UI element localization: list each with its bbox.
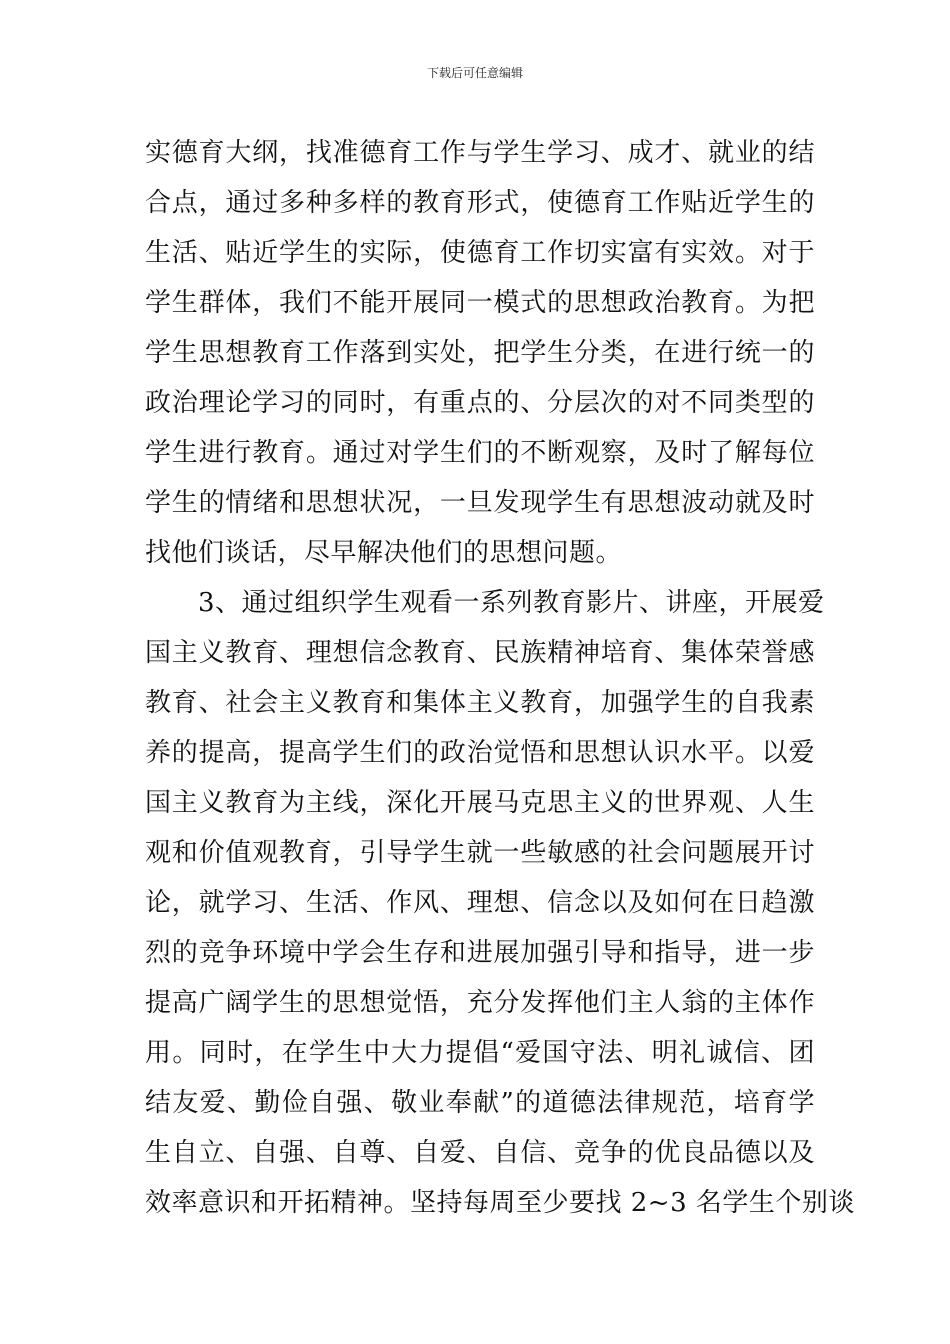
text-line: 用。同时，在学生中大力提倡“爱国守法、明礼诚信、团	[145, 1038, 815, 1068]
page-header-note: 下载后可任意编辑	[426, 66, 523, 80]
text-line: 学生群体，我们不能开展同一模式的思想政治教育。为把	[145, 288, 815, 318]
text-line: 实德育大纲，找准德育工作与学生学习、成才、就业的结	[145, 138, 815, 168]
text-line: 论，就学习、生活、作风、理想、信念以及如何在日趋激	[145, 888, 815, 918]
text-line: 合点，通过多种多样的教育形式，使德育工作贴近学生的	[145, 188, 815, 218]
text-line: 结友爱、勤俭自强、敬业奉献”的道德法律规范，培育学	[145, 1088, 815, 1118]
text-line: 烈的竞争环境中学会生存和进展加强引导和指导，进一步	[145, 938, 815, 968]
text-line: 生自立、自强、自尊、自爱、自信、竞争的优良品德以及	[145, 1138, 815, 1168]
text-line: 国主义教育为主线，深化开展马克思主义的世界观、人生	[145, 788, 815, 818]
text-line: 养的提高，提高学生们的政治觉悟和思想认识水平。以爱	[145, 738, 815, 768]
text-line: 学生的情绪和思想状况，一旦发现学生有思想波动就及时	[145, 488, 815, 518]
text-line: 提高广阔学生的思想觉悟，充分发挥他们主人翁的主体作	[145, 988, 815, 1018]
text-line: 学生进行教育。通过对学生们的不断观察，及时了解每位	[145, 438, 815, 468]
text-line: 政治理论学习的同时，有重点的、分层次的对不同类型的	[145, 388, 815, 418]
text-line: 3、通过组织学生观看一系列教育影片、讲座，开展爱	[145, 588, 825, 618]
text-line: 学生思想教育工作落到实处，把学生分类，在进行统一的	[145, 338, 815, 368]
text-line: 效率意识和开拓精神。坚持每周至少要找 2~3 名学生个别谈	[145, 1188, 855, 1218]
text-line: 教育、社会主义教育和集体主义教育，加强学生的自我素	[145, 688, 815, 718]
document-body	[145, 128, 855, 1228]
text-line: 生活、贴近学生的实际，使德育工作切实富有实效。对于	[145, 238, 815, 268]
text-line: 找他们谈话，尽早解决他们的思想问题。	[145, 538, 623, 568]
text-line: 国主义教育、理想信念教育、民族精神培育、集体荣誉感	[145, 638, 815, 668]
text-line: 观和价值观教育，引导学生就一些敏感的社会问题展开讨	[145, 838, 815, 868]
